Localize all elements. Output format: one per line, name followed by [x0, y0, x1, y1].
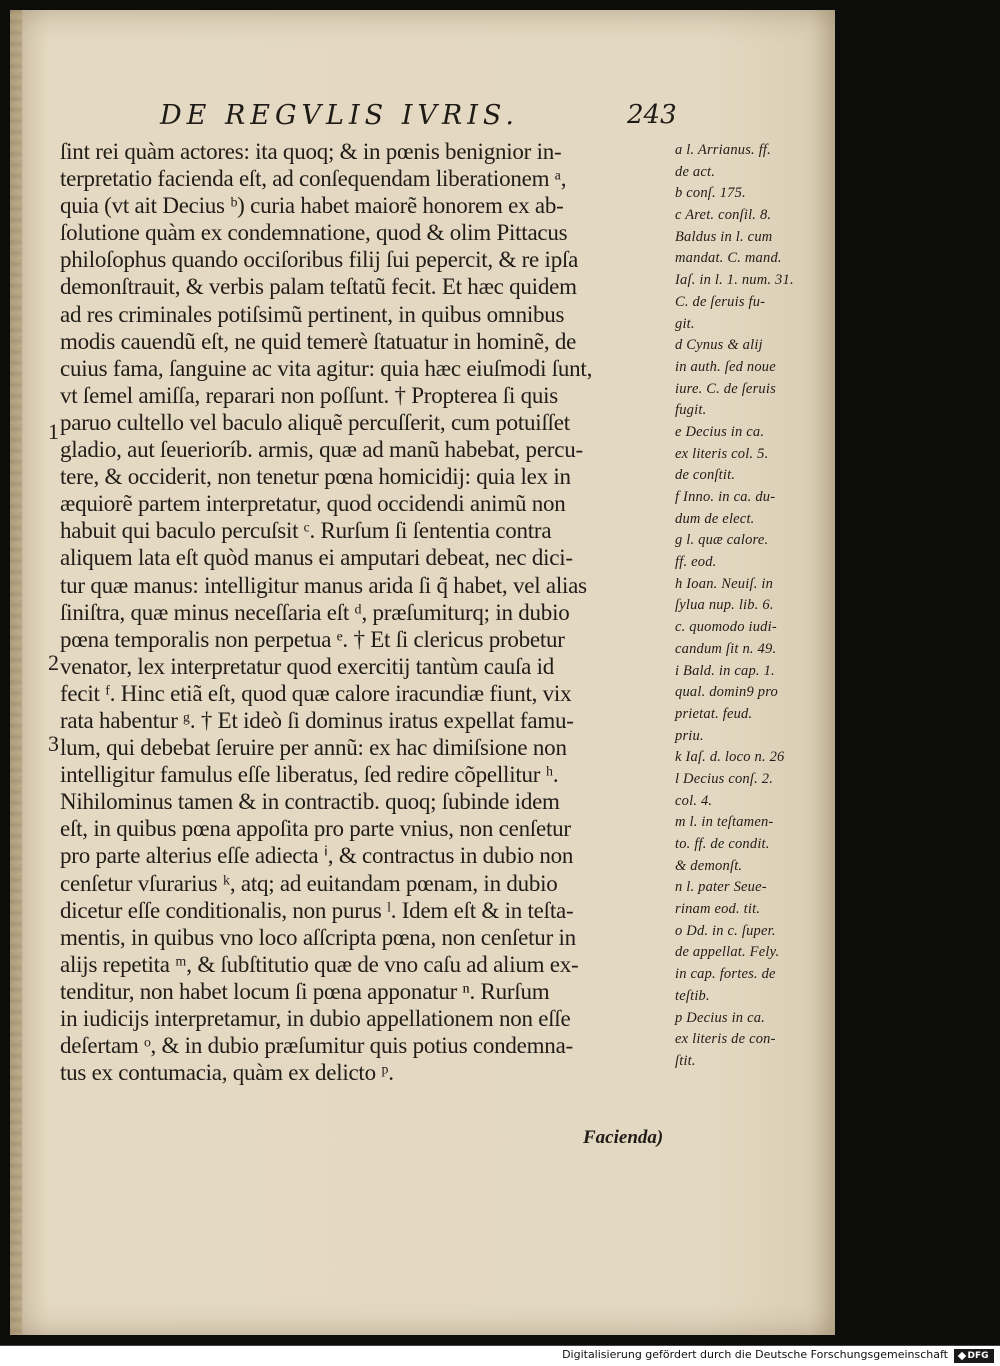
- text-line: alijs repetita ᵐ, & ſubſtitutio quæ de vno caſu ad alium ex-: [60, 951, 579, 977]
- margin-note: de conſtit.: [675, 467, 736, 484]
- margin-note: p Decius in ca.: [675, 1009, 765, 1026]
- margin-note: ex literis col. 5.: [675, 445, 769, 462]
- margin-note: ſylua nup. lib. 6.: [675, 597, 774, 614]
- margin-note: to. ff. de condit.: [675, 836, 770, 852]
- text-line: aliquem lata eſt quòd manus ei amputari debeat, nec dici-: [60, 545, 573, 571]
- margin-note: m l. in teſtamen-: [675, 814, 774, 831]
- text-line: ad res criminales potiſsimũ pertinent, in quibus omnibus: [60, 301, 565, 327]
- margin-note: i Bald. in cap. 1.: [675, 662, 775, 679]
- text-line: in iudicijs interpretamur, in dubio appellationem non eſſe: [60, 1006, 571, 1031]
- text-line: tus ex contumacia, quàm ex delicto ᵖ.: [60, 1060, 394, 1086]
- margin-note: git.: [675, 315, 695, 332]
- margin-note: C. de ſeruis fu-: [675, 293, 766, 310]
- section-number: 3: [48, 731, 59, 756]
- margin-note: ff. eod.: [675, 554, 717, 571]
- margin-note: c. quomodo iudi-: [675, 619, 777, 636]
- dfg-logo-text: DFG: [967, 1351, 989, 1361]
- text-line: modis cauendũ eſt, ne quid temerè ſtatuatur in hominẽ, de: [60, 328, 577, 354]
- text-line: philoſophus quando occiſoribus filij ſui pepercit, & re ipſa: [60, 247, 579, 273]
- text-line: pœna temporalis non perpetua ᵉ. † Et ſi clericus probetur: [60, 626, 565, 652]
- margin-note: in cap. fortes. de: [675, 966, 776, 983]
- text-line: eſt, in quibus pœna appoſita pro parte vnius, non cenſetur: [60, 816, 571, 842]
- body-text: [60, 138, 690, 1086]
- margin-note: prietat. feud.: [675, 705, 753, 722]
- margin-note: l Decius conſ. 2.: [675, 770, 774, 787]
- margin-note: fugit.: [675, 402, 707, 419]
- margin-note: candum ſit n. 49.: [675, 640, 777, 657]
- book-page: [10, 10, 835, 1335]
- margin-note: o Dd. in c. ſuper.: [675, 922, 776, 939]
- margin-note: n l. pater Seue-: [675, 879, 767, 896]
- text-line: paruo cultello vel baculo aliquẽ percuſſerit, cum potuiſſet: [60, 409, 570, 435]
- text-line: deſertam ᵒ, & in dubio præſumitur quis potius condemna-: [60, 1033, 573, 1059]
- funding-notice: Digitalisierung gefördert durch die Deutsche Forschungsgemeinschaft: [562, 1348, 948, 1361]
- margin-note: in auth. ſed noue: [675, 358, 776, 375]
- margin-note: c Aret. conſil. 8.: [675, 207, 772, 224]
- text-line: ſolutione quàm ex condemnatione, quod & olim Pittacus: [60, 220, 568, 246]
- margin-note: Iaſ. in l. 1. num. 31.: [675, 272, 794, 289]
- margin-note: b conſ. 175.: [675, 185, 746, 202]
- text-line: ſiniſtra, quæ minus neceſſaria eſt ᵈ, præſumiturq; in dubio: [60, 599, 570, 625]
- margin-note: qual. domin9 pro: [675, 684, 778, 701]
- margin-note: ſtit.: [675, 1052, 696, 1069]
- footer-bar: [0, 1345, 1000, 1366]
- text-line: tenditur, non habet locum ſi pœna apponatur ⁿ. Rurſum: [60, 978, 550, 1004]
- margin-note: e Decius in ca.: [675, 423, 765, 440]
- margin-note: k Iaſ. d. loco n. 26: [675, 749, 785, 766]
- text-line: dicetur eſſe conditionalis, non purus ˡ. Idem eſt & in teſta-: [60, 897, 574, 923]
- margin-note: d Cynus & alij: [675, 337, 763, 354]
- section-number: 1: [48, 419, 59, 444]
- margin-note: a l. Arrianus. ff.: [675, 142, 771, 158]
- margin-note: mandat. C. mand.: [675, 250, 782, 267]
- margin-note: dum de elect.: [675, 510, 755, 527]
- margin-note: & demonſt.: [675, 857, 743, 874]
- section-number: 2: [48, 650, 59, 675]
- text-line: tere, & occiderit, non tenetur pœna homicidij: quia lex in: [60, 464, 571, 490]
- margin-note: de appellat. Fely.: [675, 944, 780, 961]
- margin-note: priu.: [675, 727, 704, 744]
- text-line: demonſtrauit, & verbis palam teſtatũ fecit. Et hæc quidem: [60, 274, 577, 300]
- text-line: gladio, aut ſeuerioríb. armis, quæ ad manũ habebat, percu-: [60, 437, 583, 463]
- dfg-logo-icon: [954, 1349, 994, 1363]
- text-line: fecit ᶠ. Hinc etiã eſt, quod quæ calore iracundiæ fiunt, vix: [60, 680, 572, 706]
- margin-note: iure. C. de ſeruis: [675, 380, 776, 397]
- text-line: vt ſemel amiſſa, reparari non poſſunt. † Propterea ſi quis: [60, 382, 559, 408]
- text-line: mentis, in quibus vno loco aſſcripta pœna, non cenſetur in: [60, 924, 576, 950]
- margin-note: h Ioan. Neuiſ. in: [675, 575, 774, 592]
- text-line: rata habentur ᵍ. † Et ideò ſi dominus iratus expellat famu-: [60, 707, 574, 733]
- text-line: lum, qui debebat ſeruire per annũ: ex hac dimiſsione non: [60, 735, 567, 761]
- catchword: Facienda): [583, 1127, 664, 1148]
- text-line: terpretatio facienda eſt, ad conſequendam liberationem ᵃ,: [60, 166, 567, 192]
- text-line: quia (vt ait Decius ᵇ) curia habet maiorẽ honorem ex ab-: [60, 193, 564, 219]
- text-line: ſint rei quàm actores: ita quoq; & in pœnis benignior in-: [60, 139, 562, 164]
- text-line: habuit qui baculo percuſsit ᶜ. Rurſum ſi ſententia contra: [60, 518, 552, 544]
- margin-note: rinam eod. tit.: [675, 901, 761, 918]
- margin-note: ex literis de con-: [675, 1031, 776, 1048]
- text-line: æquiorẽ partem interpretatur, quod occidendi animũ non: [60, 491, 566, 517]
- margin-notes: [675, 140, 825, 1073]
- text-line: Nihilominus tamen & in contractib. quoq; ſubinde idem: [60, 789, 560, 815]
- running-head: DE REGVLIS IVRIS.: [160, 100, 519, 131]
- margin-note: de act.: [675, 163, 716, 180]
- text-line: intelligitur famulus eſſe liberatus, ſed redire cõpellitur ʰ.: [60, 762, 559, 788]
- text-line: tur quæ manus: intelligitur manus arida ſi q̃ habet, vel alias: [60, 572, 587, 598]
- text-line: cuius fama, ſanguine ac vita agitur: quia hæc eiuſmodi ſunt,: [60, 355, 593, 381]
- margin-note: col. 4.: [675, 792, 713, 809]
- margin-note: teſtib.: [675, 987, 710, 1004]
- margin-note: g l. quæ calore.: [675, 532, 769, 549]
- margin-note: Baldus in l. cum: [675, 228, 773, 245]
- text-line: pro parte alterius eſſe adiecta ⁱ, & contractus in dubio non: [60, 843, 574, 869]
- margin-note: f Inno. in ca. du-: [675, 489, 776, 505]
- text-line: venator, lex interpretatur quod exercitij tantùm cauſa id: [60, 653, 555, 679]
- text-line: cenſetur vſurarius ᵏ, atq; ad euitandam pœnam, in dubio: [60, 870, 558, 896]
- page-number: 243: [627, 100, 677, 130]
